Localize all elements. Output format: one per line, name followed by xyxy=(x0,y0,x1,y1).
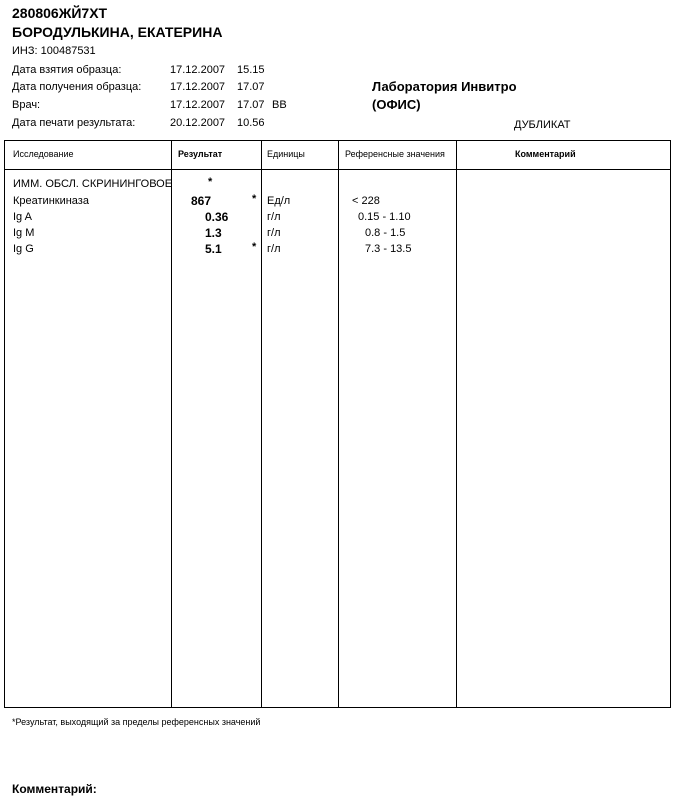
field-date-sample-taken: 17.12.2007 xyxy=(170,64,226,76)
row-units-iga: г/л xyxy=(267,211,281,223)
row-result-iga: 0.36 xyxy=(205,210,229,224)
lab-name: Лаборатория Инвитро xyxy=(372,79,517,94)
field-time-print: 10.56 xyxy=(237,117,265,129)
comment-label: Комментарий: xyxy=(12,782,97,796)
row-study-iga: Ig A xyxy=(13,211,32,223)
field-date-doctor: 17.12.2007 xyxy=(170,99,226,111)
sample-code: 280806ЖЙ7ХТ xyxy=(12,5,108,21)
column-divider xyxy=(338,141,339,707)
row-reference-iga: 0.15 - 1.10 xyxy=(358,211,411,223)
row-result-igm: 1.3 xyxy=(205,226,222,240)
row-study-igm: Ig M xyxy=(13,227,35,239)
header-comment: Комментарий xyxy=(515,149,576,159)
footnote: *Результат, выходящий за пределы референсных значений xyxy=(12,717,261,727)
header-divider xyxy=(5,169,670,170)
header-reference: Референсные значения xyxy=(345,149,445,159)
field-time-sample-taken: 15.15 xyxy=(237,64,265,76)
header-study: Исследование xyxy=(13,149,74,159)
field-time-doctor: 17.07 xyxy=(237,99,265,111)
field-date-print: 20.12.2007 xyxy=(170,117,226,129)
column-divider xyxy=(261,141,262,707)
row-flag-igg: * xyxy=(252,241,257,253)
row-reference-creatine-kinase: < 228 xyxy=(352,195,380,207)
row-result-igg: 5.1 xyxy=(205,242,222,256)
row-flag-creatine-kinase: * xyxy=(252,193,257,205)
patient-name: БОРОДУЛЬКИНА, ЕКАТЕРИНА xyxy=(12,24,223,40)
field-label-print-date: Дата печати результата: xyxy=(12,117,136,129)
inz-number: ИНЗ: 100487531 xyxy=(12,45,96,57)
section-title: ИММ. ОБСЛ. СКРИНИНГОВОЕ xyxy=(13,178,173,190)
section-flag: * xyxy=(208,176,213,188)
column-divider xyxy=(456,141,457,707)
doctor-code: ВВ xyxy=(272,99,287,111)
field-time-sample-received: 17.07 xyxy=(237,81,265,93)
row-reference-igg: 7.3 - 13.5 xyxy=(365,243,412,255)
row-result-creatine-kinase: 867 xyxy=(191,194,212,208)
row-units-creatine-kinase: Ед/л xyxy=(267,195,291,207)
field-label-sample-received: Дата получения образца: xyxy=(12,81,142,93)
lab-office: (ОФИС) xyxy=(372,97,421,112)
results-table xyxy=(4,140,671,708)
row-reference-igm: 0.8 - 1.5 xyxy=(365,227,406,239)
duplicate-mark: ДУБЛИКАТ xyxy=(514,119,571,131)
row-study-igg: Ig G xyxy=(13,243,34,255)
field-date-sample-received: 17.12.2007 xyxy=(170,81,226,93)
field-label-sample-taken: Дата взятия образца: xyxy=(12,64,122,76)
header-units: Единицы xyxy=(267,149,305,159)
row-study-creatine-kinase: Креатинкиназа xyxy=(13,195,89,207)
row-units-igm: г/л xyxy=(267,227,281,239)
field-label-doctor: Врач: xyxy=(12,99,41,111)
row-units-igg: г/л xyxy=(267,243,281,255)
header-result: Результат xyxy=(178,149,223,159)
column-divider xyxy=(171,141,172,707)
